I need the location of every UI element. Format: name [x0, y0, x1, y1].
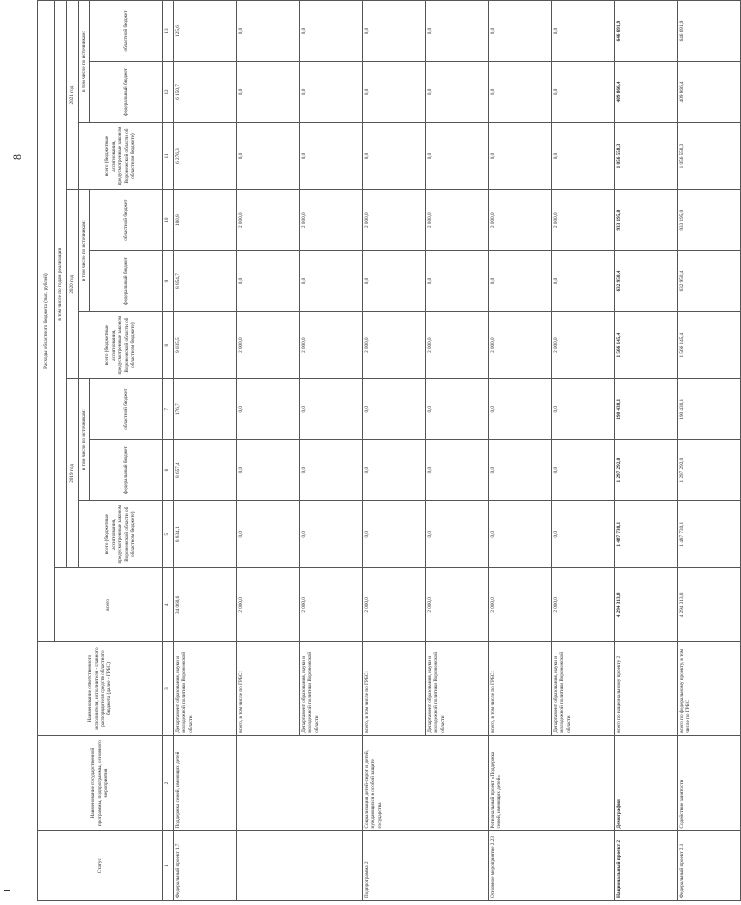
- value-cell: 0,0: [426, 440, 489, 501]
- table-row: [489, 1, 552, 901]
- value-cell: 2 000,0: [300, 311, 363, 378]
- value-cell: 8 854,7: [174, 251, 237, 312]
- value-cell: 0,0: [489, 379, 552, 440]
- value-cell: 0,0: [300, 1, 363, 62]
- colnum: 9: [163, 251, 174, 312]
- value-cell: 180,8: [174, 190, 237, 251]
- value-cell: 2 000,0: [300, 568, 363, 642]
- value-cell: 0,0: [489, 440, 552, 501]
- value-cell: 190 438,1: [615, 379, 678, 440]
- value-cell: 0,0: [237, 501, 300, 568]
- value-cell: 933 195,0: [615, 190, 678, 251]
- header-regional-2019: областной бюджет: [90, 379, 163, 440]
- header-year-2021: 2021 год: [67, 1, 79, 190]
- value-cell: 1 056 558,3: [678, 122, 741, 189]
- column-number-row: [163, 1, 174, 901]
- value-cell: 0,0: [426, 501, 489, 568]
- value-cell: 0,0: [237, 440, 300, 501]
- value-cell: 0,0: [363, 62, 426, 123]
- value-cell: 0,0: [363, 251, 426, 312]
- value-cell: 1 487 730,1: [615, 501, 678, 568]
- margin-mark: [4, 890, 10, 891]
- value-cell: 632 950,4: [615, 251, 678, 312]
- value-cell: 0,0: [363, 122, 426, 189]
- row-name: Демография: [615, 735, 678, 831]
- colnum: 4: [163, 568, 174, 642]
- row-name: Содействие занятости: [678, 735, 741, 831]
- table-row: [678, 1, 741, 901]
- value-cell: 0,0: [552, 440, 615, 501]
- value-cell: 1 056 558,3: [615, 122, 678, 189]
- value-cell: 0,0: [237, 122, 300, 189]
- value-cell: 8 657,4: [174, 440, 237, 501]
- value-cell: 2 000,0: [237, 568, 300, 642]
- value-cell: 1 487 730,1: [678, 501, 741, 568]
- row-executor: всего, в том числе по ГРБС:: [489, 642, 552, 735]
- header-sources-2021: в том числе по источникам:: [79, 1, 90, 123]
- value-cell: 0,0: [552, 501, 615, 568]
- row-status: [237, 831, 363, 901]
- value-cell: 0,0: [489, 251, 552, 312]
- colnum: 7: [163, 379, 174, 440]
- header-sub-total-2020: всего (бюджетные ассигнования, предусмотренные законом Воронежской области об областном бюджете): [79, 311, 163, 378]
- value-cell: 176,7: [174, 379, 237, 440]
- header-executor: Наименование ответственного исполнителя, исполнителя - главного распорядителя средств областного бюджета (далее - ГРБС): [38, 642, 163, 735]
- row-executor: Департамент образования, науки и молодежной политики Воронежской области: [426, 642, 489, 735]
- value-cell: 0,0: [237, 62, 300, 123]
- value-cell: 0,0: [426, 251, 489, 312]
- header-name: Наименование государственной программы, подпрограммы, основного мероприятия: [38, 735, 163, 831]
- value-cell: 6 276,3: [174, 122, 237, 189]
- row-name: Поддержка семей, имеющих детей: [174, 735, 237, 831]
- header-expenses: Расходы областного бюджета (тыс. рублей): [38, 1, 55, 642]
- value-cell: 0,0: [237, 251, 300, 312]
- value-cell: 2 000,0: [426, 568, 489, 642]
- table-row: [615, 1, 678, 901]
- table-row: [174, 1, 237, 901]
- value-cell: 2 000,0: [300, 190, 363, 251]
- value-cell: 409 866,4: [615, 62, 678, 123]
- header-federal-2021: федеральный бюджет: [90, 62, 163, 123]
- value-cell: 2 000,0: [426, 190, 489, 251]
- row-executor: Департамент образования, науки и молодежной политики Воронежской области: [552, 642, 615, 735]
- row-name: [237, 735, 363, 831]
- value-cell: 646 691,9: [678, 1, 741, 62]
- row-status: Национальный проект 2: [615, 831, 678, 901]
- value-cell: 0,0: [489, 62, 552, 123]
- colnum: 2: [163, 735, 174, 831]
- value-cell: 2 000,0: [489, 311, 552, 378]
- header-federal-2019: федеральный бюджет: [90, 440, 163, 501]
- row-executor: Департамент образования, науки и молодежной политики Воронежской области: [300, 642, 363, 735]
- row-executor: всего, в том числе по ГРБС:: [363, 642, 426, 735]
- value-cell: 2 000,0: [363, 568, 426, 642]
- row-status: Подпрограмма 2: [363, 831, 489, 901]
- value-cell: 0,0: [489, 122, 552, 189]
- table-row: [363, 1, 426, 901]
- budget-table-sheet: [37, 0, 692, 901]
- row-status: Федеральный проект 1.7: [174, 831, 237, 901]
- value-cell: 2 000,0: [552, 311, 615, 378]
- colnum: 10: [163, 190, 174, 251]
- value-cell: 4 294 313,8: [678, 568, 741, 642]
- value-cell: 1 297 292,0: [615, 440, 678, 501]
- value-cell: 409 866,4: [678, 62, 741, 123]
- value-cell: 0,0: [489, 501, 552, 568]
- value-cell: 190 438,1: [678, 379, 741, 440]
- row-executor: Департамент образования, науки и молодежной политики Воронежской области: [174, 642, 237, 735]
- row-executor: всего по национальному проекту 2: [615, 642, 678, 735]
- value-cell: 2 000,0: [426, 311, 489, 378]
- colnum: 11: [163, 122, 174, 189]
- value-cell: 0,0: [237, 1, 300, 62]
- value-cell: 0,0: [300, 62, 363, 123]
- value-cell: 6 150,7: [174, 62, 237, 123]
- page-number: 8: [10, 154, 24, 160]
- header-year-2019: 2019 год: [67, 379, 79, 568]
- colnum: 8: [163, 311, 174, 378]
- value-cell: 8 834,1: [174, 501, 237, 568]
- header-sub-total-2021: всего (бюджетные ассигнования, предусмотренные законом Воронежской области об областном бюджете): [79, 122, 163, 189]
- colnum: 6: [163, 440, 174, 501]
- value-cell: 2 000,0: [552, 190, 615, 251]
- row-name: Социализация детей-сирот и детей, нуждающихся в особой защите государства: [363, 735, 489, 831]
- value-cell: 0,0: [300, 440, 363, 501]
- value-cell: 0,0: [552, 122, 615, 189]
- row-name: Региональный проект «Поддержка семей, имеющих детей»: [489, 735, 615, 831]
- value-cell: 0,0: [363, 1, 426, 62]
- value-cell: 2 000,0: [489, 568, 552, 642]
- budget-table: [37, 0, 741, 901]
- row-executor: всего по федеральному проекту, в том числе по ГРБС: [678, 642, 741, 735]
- value-cell: 34 060,6: [174, 568, 237, 642]
- value-cell: 0,0: [300, 122, 363, 189]
- row-status: Основное мероприятие 2.23: [489, 831, 615, 901]
- value-cell: 0,0: [552, 251, 615, 312]
- value-cell: 0,0: [363, 379, 426, 440]
- value-cell: 632 950,4: [678, 251, 741, 312]
- header-regional-2021: областной бюджет: [90, 1, 163, 62]
- colnum: 3: [163, 642, 174, 735]
- value-cell: 0,0: [237, 379, 300, 440]
- value-cell: 2 000,0: [489, 190, 552, 251]
- value-cell: 0,0: [300, 251, 363, 312]
- value-cell: 1 566 145,4: [678, 311, 741, 378]
- header-federal-2020: федеральный бюджет: [90, 251, 163, 312]
- value-cell: 125,6: [174, 1, 237, 62]
- colnum: 13: [163, 1, 174, 62]
- value-cell: 0,0: [300, 379, 363, 440]
- row-status: Федеральный проект 2.1: [678, 831, 741, 901]
- header-status: Статус: [38, 831, 163, 901]
- value-cell: 1 566 145,4: [615, 311, 678, 378]
- colnum: 12: [163, 62, 174, 123]
- value-cell: 0,0: [426, 379, 489, 440]
- header-year-2020: 2020 год: [67, 190, 79, 379]
- value-cell: 0,0: [552, 1, 615, 62]
- colnum: 1: [163, 831, 174, 901]
- header-sources-2019: в том числе по источникам:: [79, 379, 90, 501]
- value-cell: 0,0: [426, 62, 489, 123]
- colnum: 5: [163, 501, 174, 568]
- table-row: [237, 1, 300, 901]
- header-regional-2020: областной бюджет: [90, 190, 163, 251]
- value-cell: 1 297 292,0: [678, 440, 741, 501]
- value-cell: 933 195,0: [678, 190, 741, 251]
- value-cell: 2 000,0: [552, 568, 615, 642]
- value-cell: 0,0: [552, 379, 615, 440]
- value-cell: 0,0: [552, 62, 615, 123]
- value-cell: 2 000,0: [363, 190, 426, 251]
- header-sub-total-2019: всего (бюджетные ассигнования, предусмотренные законом Воронежской области об областном бюджете): [79, 501, 163, 568]
- header-total: всего: [55, 568, 163, 642]
- header-sources-2020: в том числе по источникам:: [79, 190, 90, 312]
- header-by-years: в том числе по годам реализации: [55, 1, 67, 568]
- value-cell: 0,0: [489, 1, 552, 62]
- value-cell: 0,0: [426, 1, 489, 62]
- value-cell: 2 000,0: [237, 311, 300, 378]
- value-cell: 2 000,0: [363, 311, 426, 378]
- value-cell: 0,0: [363, 440, 426, 501]
- value-cell: 9 035,5: [174, 311, 237, 378]
- value-cell: 2 000,0: [237, 190, 300, 251]
- value-cell: 0,0: [363, 501, 426, 568]
- value-cell: 646 691,9: [615, 1, 678, 62]
- value-cell: 0,0: [300, 501, 363, 568]
- table-body: [174, 1, 741, 901]
- value-cell: 4 294 313,8: [615, 568, 678, 642]
- value-cell: 0,0: [426, 122, 489, 189]
- row-executor: всего, в том числе по ГРБС:: [237, 642, 300, 735]
